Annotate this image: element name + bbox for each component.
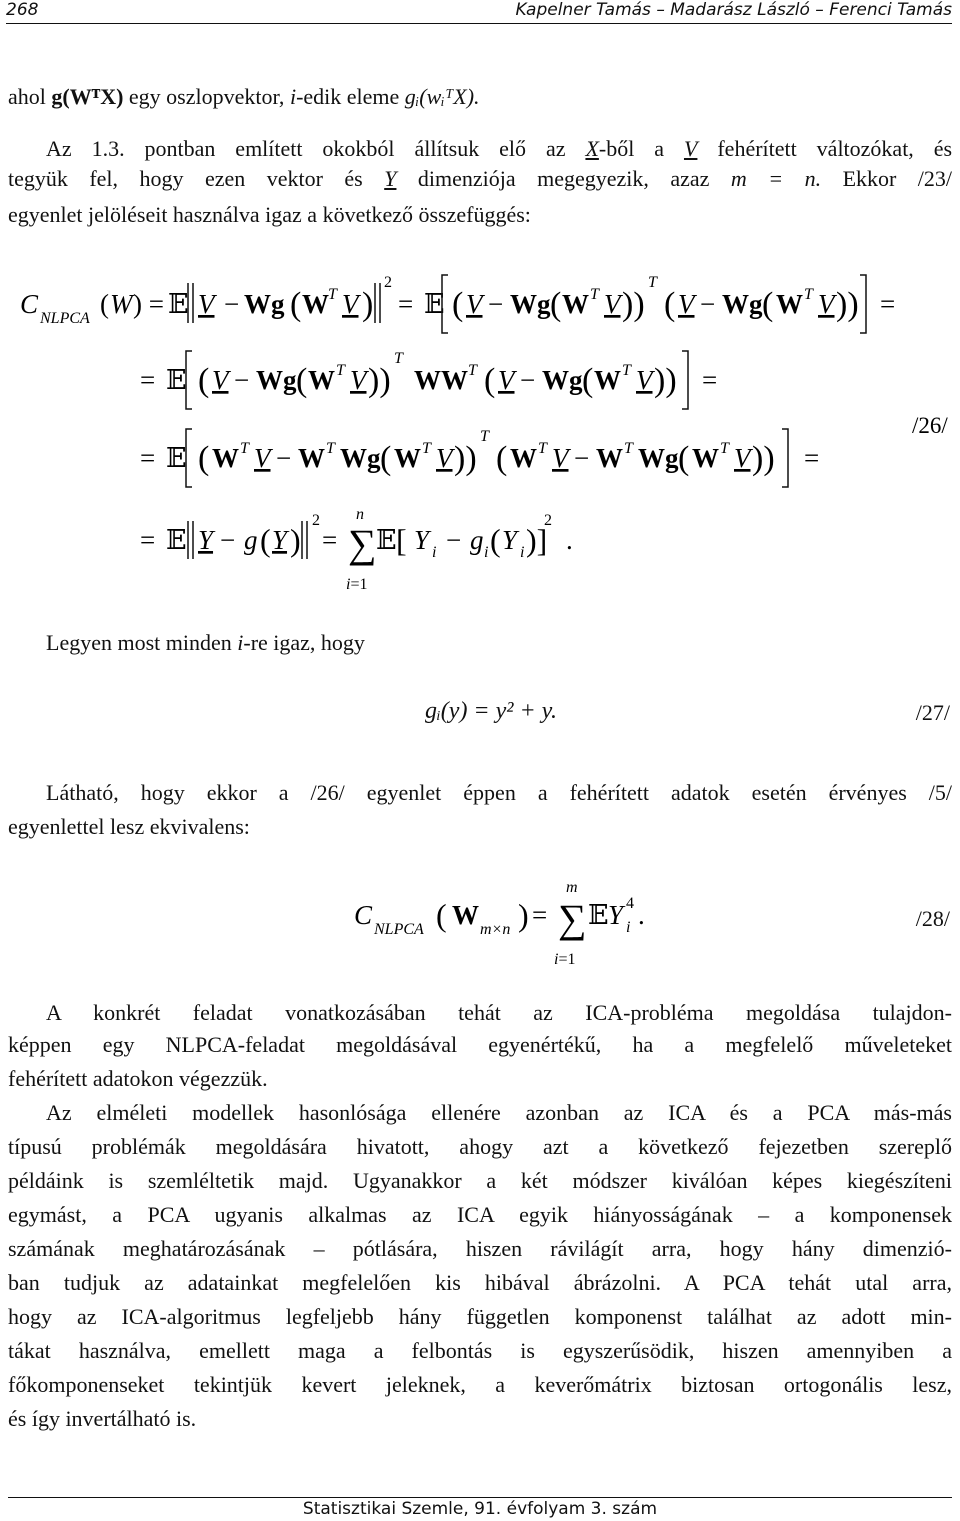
svg-text:∑: ∑	[558, 896, 587, 941]
svg-text:𝔼: 𝔼	[168, 289, 189, 319]
svg-text:T: T	[624, 440, 633, 457]
svg-text:V: V	[350, 365, 367, 395]
svg-text:): )	[362, 286, 374, 323]
svg-text:)): ))	[368, 362, 391, 399]
svg-text:−: −	[700, 289, 716, 319]
svg-text:=: =	[880, 289, 896, 319]
svg-text:[: [	[396, 522, 407, 558]
svg-text:T: T	[422, 440, 431, 457]
svg-text:C: C	[354, 900, 373, 930]
svg-text:W: W	[298, 443, 325, 473]
running-header	[6, 0, 952, 22]
svg-text:i: i	[626, 919, 631, 936]
paragraph-5-line-9: főkomponenseket tekintjük kevert jeleknek, a keverőmátrix biztosan ortogonális lesz,	[8, 1372, 952, 1397]
svg-text:W: W	[212, 443, 239, 473]
svg-text:T: T	[394, 350, 403, 367]
svg-text:V: V	[436, 443, 453, 473]
svg-text:−: −	[446, 525, 462, 555]
svg-text:2: 2	[384, 274, 392, 291]
paragraph-5-line-5: számának meghatározásának – pótlására, hiszen rávilágít arra, hogy hány dimenzió-	[8, 1236, 952, 1261]
svg-text:i=1: i=1	[554, 951, 576, 968]
svg-text:T: T	[648, 274, 657, 291]
svg-text:T: T	[622, 362, 631, 379]
svg-text:V: V	[466, 289, 483, 319]
svg-text:T: T	[590, 286, 599, 303]
svg-text:(: (	[198, 362, 210, 399]
expr-gi: gᵢ(wᵢᵀX).	[404, 84, 480, 109]
p1-f: Ekkor /23/	[842, 166, 953, 191]
p1-X: X	[585, 136, 599, 161]
text-i: i	[289, 84, 297, 109]
p1-b: -ből a	[598, 136, 665, 161]
svg-text:Y: Y	[608, 900, 624, 930]
definition-line	[8, 82, 952, 111]
text-ahol: ahol	[8, 84, 46, 109]
svg-text:V: V	[342, 289, 359, 319]
journal-footer: Statisztikai Szemle, 91. évfolyam 3. szám	[302, 1499, 658, 1519]
svg-text:NLPCA: NLPCA	[374, 921, 424, 938]
svg-text:W: W	[510, 443, 537, 473]
paragraph-3-line-1: Látható, hogy ekkor a /26/ egyenlet éppen a fehérített adatok esetén érvényes /5/	[46, 780, 952, 805]
footer-rule	[8, 1497, 952, 1498]
svg-text:(: (	[100, 289, 109, 319]
eq26-line1	[20, 274, 895, 333]
svg-text:T: T	[326, 440, 335, 457]
svg-text:(: (	[678, 440, 690, 477]
svg-text:Y: Y	[272, 525, 288, 555]
svg-text:Wg: Wg	[722, 289, 763, 319]
svg-text:g: g	[244, 525, 258, 555]
svg-text:W: W	[562, 289, 589, 319]
svg-text:=: =	[322, 525, 338, 555]
svg-text:=: =	[140, 525, 156, 555]
p1-a: Az 1.3. pontban említett okokból állítsuk elő az	[46, 136, 566, 161]
svg-text:(: (	[380, 440, 392, 477]
svg-text:n: n	[356, 506, 364, 523]
svg-text:Y: Y	[414, 525, 430, 555]
svg-text:i: i	[484, 544, 489, 561]
p1-c: fehérített változókat, és	[717, 136, 953, 161]
svg-text:=: =	[532, 900, 548, 930]
svg-text:−: −	[520, 365, 536, 395]
svg-text:T: T	[336, 362, 345, 379]
eq28-number: /28/	[915, 906, 950, 931]
paragraph-5-line-1: Az elméleti modellek hasonlósága ellenére azonban az ICA és a PCA más-más	[46, 1100, 952, 1125]
p2-a: Legyen most minden	[46, 630, 232, 655]
svg-text:T: T	[480, 428, 489, 445]
svg-text:Wg: Wg	[542, 365, 583, 395]
svg-text:−: −	[234, 365, 250, 395]
svg-text:𝔼: 𝔼	[588, 900, 609, 930]
svg-text:2: 2	[544, 512, 552, 529]
svg-text:W: W	[308, 365, 335, 395]
paragraph-1-line-2	[8, 164, 952, 193]
svg-text:−: −	[574, 443, 590, 473]
svg-text:(: (	[762, 286, 774, 323]
svg-text:(: (	[496, 440, 508, 477]
text-end: -edik eleme	[296, 84, 400, 109]
paragraph-4-line-3: fehérített adatokon végezzük.	[8, 1066, 268, 1091]
eq27-number: /27/	[915, 700, 950, 725]
paragraph-3-line-2: egyenlettel lesz ekvivalens:	[8, 814, 250, 839]
svg-text:(: (	[582, 362, 594, 399]
expr-g-WTX: g(WᵀX)	[51, 84, 124, 109]
svg-text:W: W	[302, 289, 329, 319]
svg-text:𝔼: 𝔼	[166, 443, 187, 473]
svg-text:𝔼: 𝔼	[166, 365, 187, 395]
paragraph-5-line-6: ban tudjuk az adatainkat megfelelően kis hibával ábrázolni. A PCA tehát utal arra,	[8, 1270, 952, 1295]
svg-text:W: W	[596, 443, 623, 473]
svg-text:V: V	[552, 443, 569, 473]
svg-text:(: (	[290, 286, 302, 323]
paragraph-2	[46, 628, 952, 657]
equation-28	[340, 870, 670, 970]
svg-text:m×n: m×n	[480, 921, 511, 938]
svg-text:)): ))	[752, 440, 775, 477]
svg-text:2: 2	[312, 512, 320, 529]
svg-text:W: W	[594, 365, 621, 395]
svg-text:)): ))	[622, 286, 645, 323]
paragraph-5-line-3: példáink is szemléltetik majd. Ugyanakkor a két módszer kiválóan képes kiegészíteni	[8, 1168, 952, 1193]
svg-text:(: (	[484, 362, 496, 399]
svg-text:V: V	[734, 443, 751, 473]
svg-text:V: V	[498, 365, 515, 395]
svg-text:=: =	[140, 365, 156, 395]
running-title: Kapelner Tamás – Madarász László – Ferenci Tamás	[515, 0, 952, 20]
paragraph-5-line-8: tákat használva, emellett maga a felbontás is egyszerűsödik, hiszen amennyiben a	[8, 1338, 952, 1363]
svg-text:g: g	[470, 525, 484, 555]
svg-text:Wg: Wg	[244, 289, 285, 319]
svg-text:V: V	[636, 365, 653, 395]
p1-e: dimenziója megegyezik, azaz	[417, 166, 710, 191]
eq26-line4	[140, 506, 573, 593]
page-number: 268	[6, 0, 39, 20]
svg-text:−: −	[220, 525, 236, 555]
svg-text:(: (	[198, 440, 210, 477]
svg-text:𝔼: 𝔼	[376, 525, 397, 555]
svg-text:T: T	[720, 440, 729, 457]
p2-i: i	[237, 630, 244, 655]
svg-text:=: =	[702, 365, 718, 395]
svg-text:(: (	[260, 522, 271, 558]
paragraph-1-line-3: egyenlet jelöléseit használva igaz a következő összefüggés:	[8, 202, 531, 227]
paragraph-1-line-1	[8, 134, 952, 163]
p1-V: V	[683, 136, 698, 161]
paragraph-5-line-4: egymást, a PCA ugyanis alkalmas az ICA egyik hiányosságának – a komponensek	[8, 1202, 952, 1227]
svg-text:Y: Y	[198, 525, 214, 555]
svg-text:): )	[518, 897, 529, 933]
svg-text:T: T	[804, 286, 813, 303]
svg-text:𝔼: 𝔼	[424, 289, 445, 319]
svg-text:T: T	[240, 440, 249, 457]
svg-text:−: −	[488, 289, 504, 319]
header-rule	[6, 23, 952, 24]
p2-b: -re igaz, hogy	[243, 630, 365, 655]
equation-27: gᵢ(y) = y² + y.	[425, 698, 557, 724]
svg-text:)]: )]	[526, 522, 548, 558]
svg-text:)): ))	[654, 362, 677, 399]
svg-text:T: T	[468, 362, 477, 379]
p1-d: tegyük fel, hogy ezen vektor és	[8, 166, 363, 191]
svg-text:NLPCA: NLPCA	[40, 310, 90, 327]
svg-text:V: V	[818, 289, 835, 319]
svg-text:W: W	[692, 443, 719, 473]
svg-text:.: .	[566, 525, 573, 555]
svg-text:Wg: Wg	[256, 365, 297, 395]
paragraph-5-line-2: típusú problémák megoldására hivatott, ahogy azt a következő fejezetben szereplő	[8, 1134, 952, 1159]
svg-text:(: (	[490, 522, 501, 558]
paragraph-5-line-10: és így invertálható is.	[8, 1406, 197, 1431]
svg-text:(: (	[296, 362, 308, 399]
svg-text:(: (	[452, 286, 464, 323]
svg-text:i: i	[432, 544, 437, 561]
svg-text:.: .	[638, 900, 645, 930]
svg-text:Wg: Wg	[510, 289, 551, 319]
svg-text:i=1: i=1	[346, 576, 368, 593]
svg-text:Y: Y	[502, 525, 518, 555]
eq26-line2	[140, 350, 717, 409]
svg-text:m: m	[566, 879, 578, 896]
svg-text:4: 4	[626, 895, 634, 912]
text-mid: egy oszlopvektor,	[128, 84, 285, 109]
svg-text:)): ))	[836, 286, 859, 323]
svg-text:𝔼: 𝔼	[166, 525, 187, 555]
p1-mn: m = n.	[730, 166, 822, 191]
svg-text:Wg: Wg	[340, 443, 381, 473]
svg-text:=: =	[398, 289, 414, 319]
svg-text:−: −	[276, 443, 292, 473]
svg-text:V: V	[198, 289, 215, 319]
eq26-number: /26/	[912, 413, 948, 438]
svg-text:=: =	[804, 443, 820, 473]
svg-text:C: C	[20, 289, 39, 319]
svg-text:T: T	[538, 440, 547, 457]
svg-text:W: W	[394, 443, 421, 473]
svg-text:=: =	[140, 443, 156, 473]
paragraph-5-line-7: hogy az ICA-algoritmus legfeljebb hány független komponenst találhat az adott min-	[8, 1304, 952, 1329]
svg-text:WW: WW	[414, 365, 468, 395]
svg-text:V: V	[212, 365, 229, 395]
svg-text:W: W	[776, 289, 803, 319]
svg-text:)): ))	[454, 440, 477, 477]
svg-text:W: W	[452, 900, 479, 930]
equation-26	[0, 255, 960, 615]
svg-text:(: (	[550, 286, 562, 323]
svg-text:T: T	[328, 286, 337, 303]
svg-text:(: (	[664, 286, 676, 323]
svg-text:(: (	[436, 897, 447, 933]
svg-text:): )	[290, 522, 301, 558]
paragraph-4-line-1: A konkrét feladat vonatkozásában tehát az ICA-probléma megoldása tulajdon-	[46, 1000, 952, 1025]
svg-text:i: i	[520, 544, 525, 561]
svg-text:V: V	[254, 443, 271, 473]
svg-text:Wg: Wg	[638, 443, 679, 473]
svg-text:) =: ) =	[133, 289, 164, 319]
svg-text:W: W	[110, 289, 133, 319]
paragraph-4-line-2: képpen egy NLPCA-feladat megoldásával egyenértékű, ha a megfelelő műveleteket	[8, 1032, 952, 1057]
svg-text:∑: ∑	[348, 521, 377, 566]
svg-text:V: V	[604, 289, 621, 319]
svg-text:V: V	[678, 289, 695, 319]
p1-Y: Y	[384, 166, 397, 191]
svg-text:−: −	[224, 289, 240, 319]
eq26-line3	[140, 428, 819, 487]
